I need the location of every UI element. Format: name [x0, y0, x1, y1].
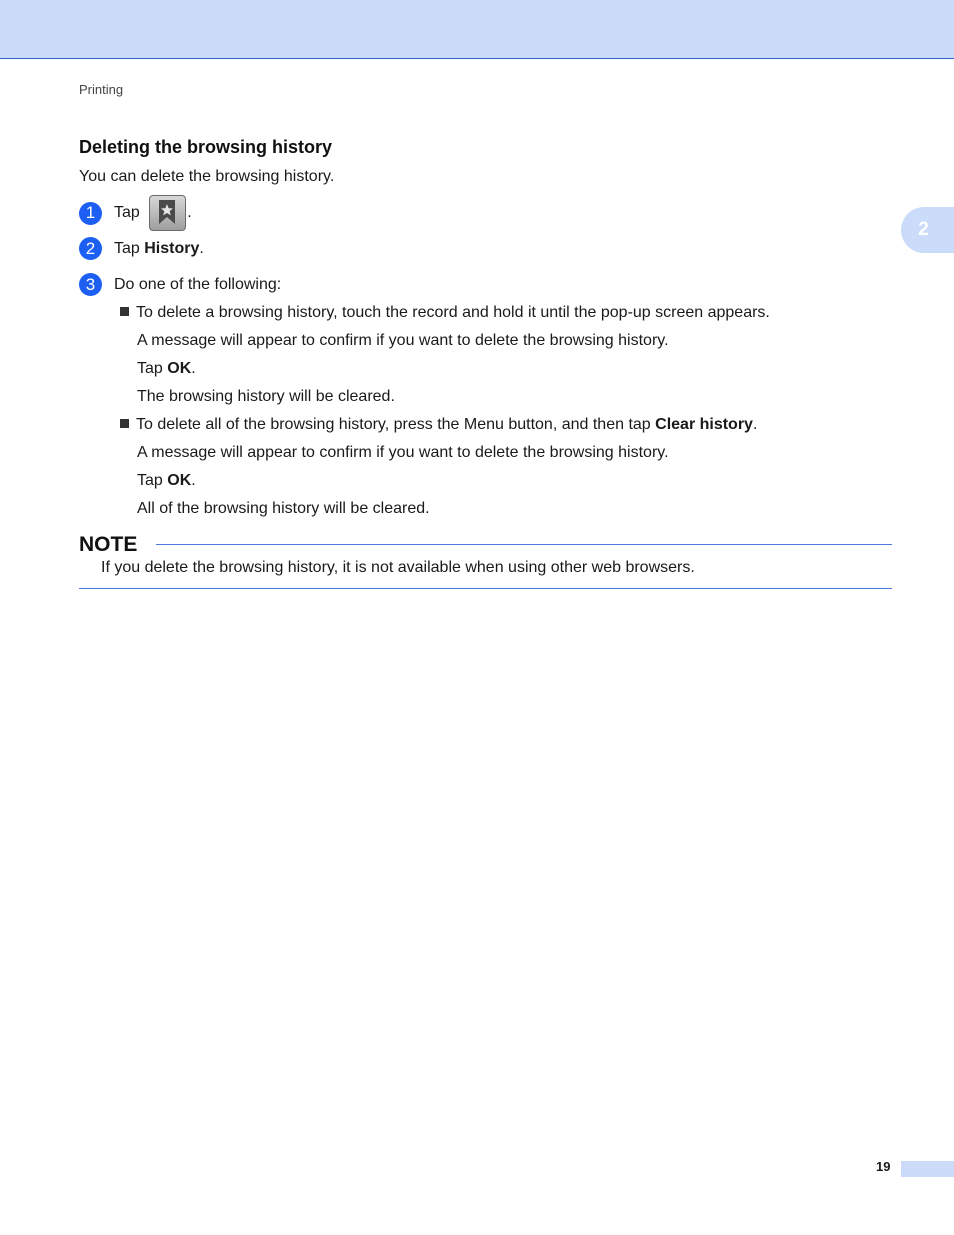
note-text: If you delete the browsing history, it is not available when using other web browsers. — [101, 559, 695, 576]
step-number-2: 2 — [79, 237, 102, 260]
bullet-item-2 — [120, 416, 757, 434]
bullet-item-1 — [120, 304, 770, 322]
chapter-tab: 2 — [901, 207, 954, 253]
bullet-square-icon — [120, 419, 129, 428]
bullet-2-line-3: All of the browsing history will be cleared. — [137, 500, 430, 517]
bullet-2-line-2 — [137, 472, 196, 490]
bullet-2-ok: OK — [167, 472, 192, 489]
step-1 — [79, 195, 192, 231]
bullet-1-line-1: A message will appear to confirm if you want to delete the browsing history. — [137, 332, 669, 349]
bullet-1-ok: OK — [167, 360, 192, 377]
bookmark-star-icon — [149, 195, 186, 231]
bullet-square-icon — [120, 307, 129, 316]
bullet-1-text: To delete a browsing history, touch the record and hold it until the pop-up screen appears. — [136, 304, 770, 321]
page-tab — [901, 1161, 954, 1177]
step-2-text: Tap — [114, 239, 145, 257]
step-1-after: . — [187, 204, 192, 221]
bullet-2-after: . — [752, 416, 758, 433]
step-number-1: 1 — [79, 202, 102, 225]
step-1-text: Tap — [114, 204, 145, 221]
bullet-1-line-3: The browsing history will be cleared. — [137, 388, 395, 405]
step-2-after: . — [199, 239, 204, 257]
bullet-2-text: To delete all of the browsing history, press the Menu button, and then tap — [136, 416, 656, 433]
bullet-2-line-1: A message will appear to confirm if you want to delete the browsing history. — [137, 444, 669, 461]
step-2 — [79, 237, 204, 260]
bullet-1-line-2 — [137, 360, 196, 378]
page-number: 19 — [876, 1159, 891, 1174]
step-2-bold: History — [144, 239, 200, 257]
step-number-3: 3 — [79, 273, 102, 296]
note-rule-top — [156, 544, 892, 545]
header-band — [0, 0, 954, 59]
bullet-1-line-2-post: . — [191, 360, 196, 377]
section-intro: You can delete the browsing history. — [79, 168, 335, 185]
bullet-1-line-2-pre: Tap — [137, 360, 168, 377]
step-3-text: Do one of the following: — [114, 275, 282, 293]
section-title: Deleting the browsing history — [79, 137, 333, 157]
note-rule-bottom — [79, 588, 892, 589]
note-title: NOTE — [79, 533, 138, 556]
bullet-2-line-2-post: . — [191, 472, 196, 489]
bullet-2-bold: Clear history — [655, 416, 753, 433]
bullet-2-line-2-pre: Tap — [137, 472, 168, 489]
breadcrumb: Printing — [79, 82, 124, 97]
step-3 — [79, 273, 281, 296]
